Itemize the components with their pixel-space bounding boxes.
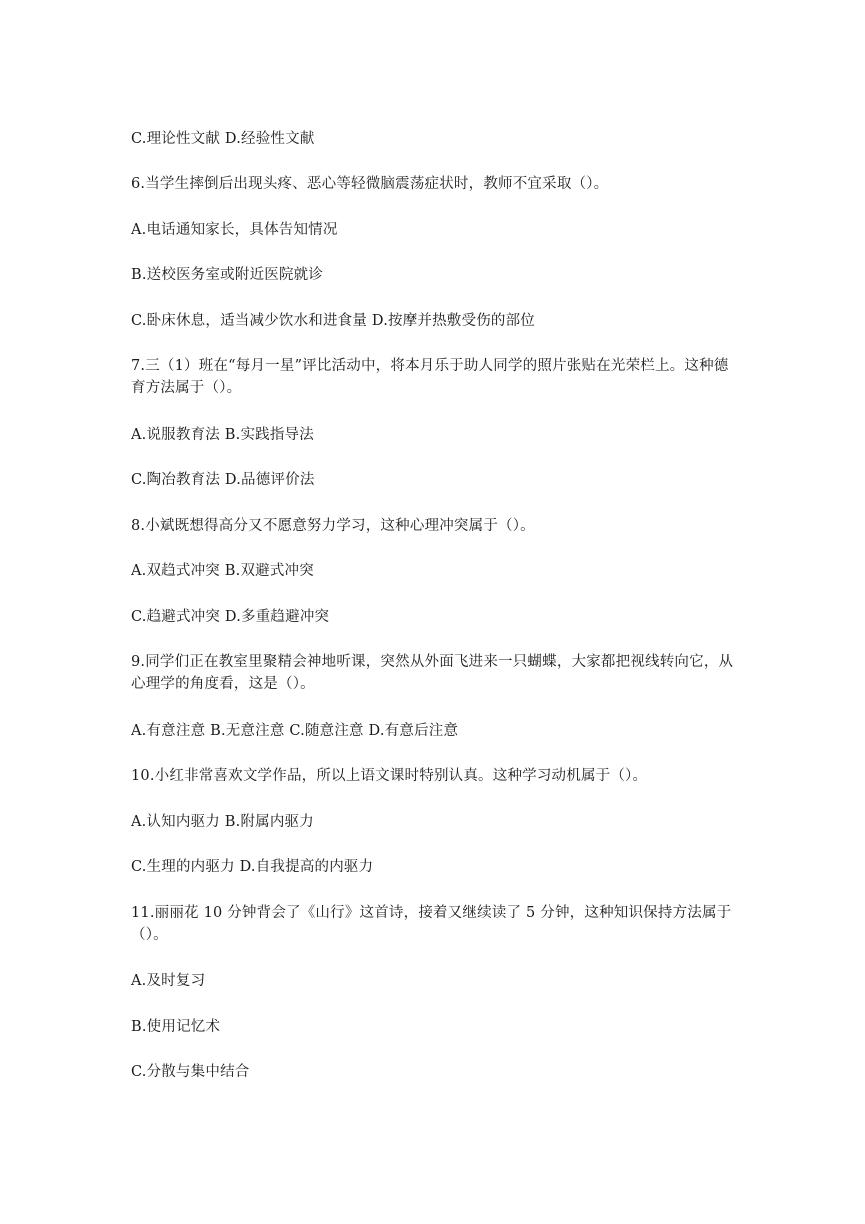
- question-9: 9.同学们正在教室里聚精会神地听课，突然从外面飞进来一只蝴蝶，大家都把视线转向它，从心理学的角度看，这是（）。: [131, 654, 734, 692]
- option-line: A.认知内驱力 B.附属内驱力: [131, 814, 314, 830]
- option-line: A.电话通知家长，具体告知情况: [131, 222, 338, 238]
- option-line: B.送校医务室或附近医院就诊: [131, 267, 324, 283]
- question-11: 11.丽丽花 10 分钟背会了《山行》这首诗，接着又继续读了 5 分钟，这种知识保持方法属于（）。: [131, 905, 732, 943]
- option-line: A.有意注意 B.无意注意 C.随意注意 D.有意后注意: [131, 723, 459, 739]
- question-7: 7.三（1）班在“每月一星”评比活动中，将本月乐于助人同学的照片张贴在光荣栏上。这种德育方法属于（）。: [131, 358, 729, 396]
- option-line: C.卧床休息，适当减少饮水和进食量 D.按摩并热敷受伤的部位: [131, 313, 536, 329]
- question-6: 6.当学生摔倒后出现头疼、恶心等轻微脑震荡症状时，教师不宜采取（）。: [131, 176, 609, 192]
- question-10: 10.小红非常喜欢文学作品，所以上语文课时特别认真。这种学习动机属于（）。: [131, 768, 648, 784]
- option-line: C.生理的内驱力 D.自我提高的内驱力: [131, 859, 374, 875]
- option-line: C.陶冶教育法 D.品德评价法: [131, 472, 315, 488]
- option-line: C.趋避式冲突 D.多重趋避冲突: [131, 609, 330, 625]
- option-line: A.双趋式冲突 B.双避式冲突: [131, 563, 314, 579]
- option-line: C.分散与集中结合: [131, 1064, 250, 1080]
- option-line: A.及时复习: [131, 973, 206, 989]
- question-8: 8.小斌既想得高分又不愿意努力学习，这种心理冲突属于（）。: [131, 518, 535, 534]
- option-line: C.理论性文献 D.经验性文献: [131, 131, 315, 147]
- option-line: B.使用记忆术: [131, 1019, 221, 1035]
- option-line: A.说服教育法 B.实践指导法: [131, 427, 314, 443]
